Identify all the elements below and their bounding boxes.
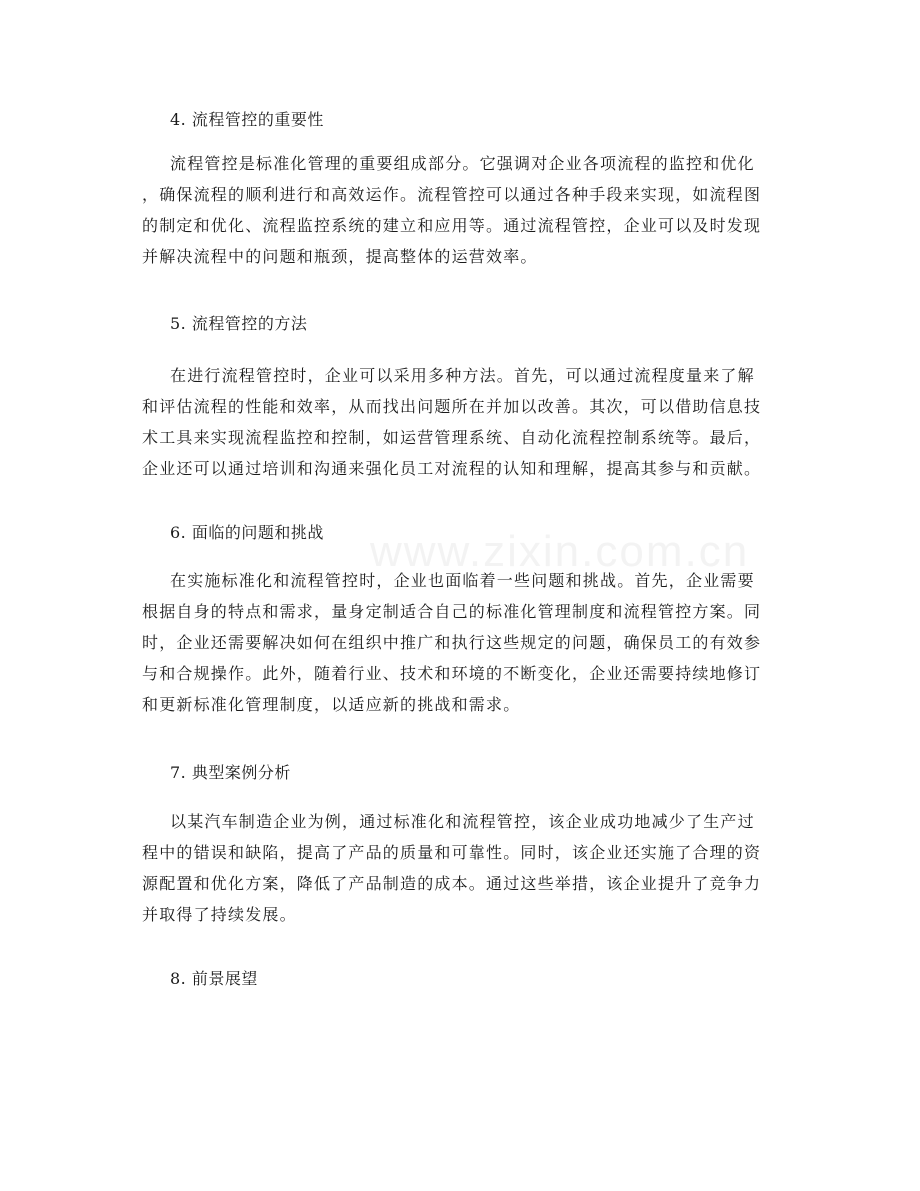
paragraph-line: 在进行流程管控时，企业可以采用多种方法。首先，可以通过流程度量来了解 [170, 366, 755, 385]
paragraph-line: 与和合规操作。此外，随着行业、技术和环境的不断变化，企业还需要持续地修订 [142, 664, 762, 683]
paragraph-line: 时，企业还需要解决如何在组织中推广和执行这些规定的问题，确保员工的有效参 [142, 633, 762, 652]
paragraph-line: 根据自身的特点和需求，量身定制适合自己的标准化管理制度和流程管控方案。同 [142, 602, 762, 621]
paragraph-line: 并解决流程中的问题和瓶颈，提高整体的运营效率。 [142, 247, 538, 266]
section-paragraph-4 [142, 148, 782, 272]
paragraph-line: 和评估流程的性能和效率，从而找出问题所在并加以改善。其次，可以借助信息技 [142, 397, 762, 416]
paragraph-line: 并取得了持续发展。 [142, 905, 297, 924]
section-paragraph-7 [142, 806, 782, 930]
section-heading-4: 4. 流程管控的重要性 [170, 110, 324, 129]
section-paragraph-6 [142, 565, 782, 720]
section-paragraph-5 [142, 360, 782, 484]
section-heading-5: 5. 流程管控的方法 [170, 314, 308, 333]
paragraph-line: ，确保流程的顺利进行和高效运作。流程管控可以通过各种手段来实现，如流程图 [142, 185, 762, 204]
paragraph-line: 术工具来实现流程监控和控制，如运营管理系统、自动化流程控制系统等。最后， [142, 428, 762, 447]
paragraph-line: 和更新标准化管理制度，以适应新的挑战和需求。 [142, 695, 521, 714]
paragraph-line: 程中的错误和缺陷，提高了产品的质量和可靠性。同时，该企业还实施了合理的资 [142, 843, 762, 862]
section-heading-6: 6. 面临的问题和挑战 [170, 523, 324, 542]
section-heading-8: 8. 前景展望 [170, 969, 258, 988]
paragraph-line: 在实施标准化和流程管控时，企业也面临着一些问题和挑战。首先，企业需要 [170, 571, 755, 590]
paragraph-line: 以某汽车制造企业为例，通过标准化和流程管控，该企业成功地减少了生产过 [170, 812, 755, 831]
paragraph-line: 流程管控是标准化管理的重要组成部分。它强调对企业各项流程的监控和优化 [170, 154, 755, 173]
paragraph-line: 企业还可以通过培训和沟通来强化员工对流程的认知和理解，提高其参与和贡献。 [142, 459, 762, 478]
section-heading-7: 7. 典型案例分析 [170, 763, 291, 782]
watermark: www.zixin.com.cn [370, 527, 750, 576]
paragraph-line: 的制定和优化、流程监控系统的建立和应用等。通过流程管控，企业可以及时发现 [142, 216, 762, 235]
paragraph-line: 源配置和优化方案，降低了产品制造的成本。通过这些举措，该企业提升了竞争力 [142, 874, 762, 893]
